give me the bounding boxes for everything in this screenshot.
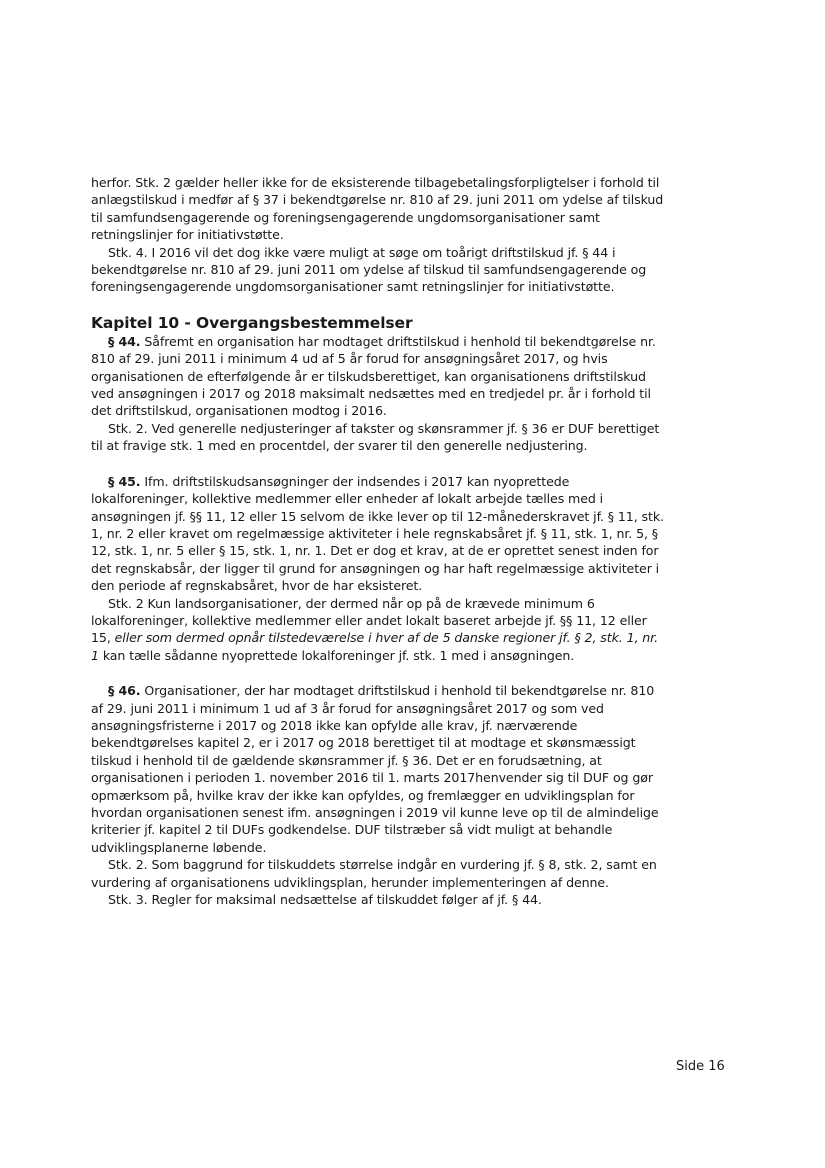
section-46-text: Organisationer, der har modtaget driftstilskud i henhold til bekendtgørelse nr. 810 af 29. juni 2011 i minimum 1 ud af 3 år forud for ansøgningsåret 2017 og som ved ansøgningsfristerne i 2017 og 2018 ikke kan opfylde alle krav, jf. nærværende bekendtgørelses kapitel 2, er i 2017 og 2018 berettiget til at modtage et skønsmæssigt tilskud i henhold til de gældende skønsrammer jf. § 36. Det er en forudsætning, at organisationen i perioden 1. november 2016 til 1. marts 2017henvender sig til DUF og gør opmærksom på, hvilke krav der ikke kan opfyldes, og fremlægger en udviklingsplan for hvordan organisationen senest ifm. ansøgningen i 2019 vil kunne leve op til de almindelige kriterier jf. kapitel 2 til DUFs godkendelse. DUF tilstræber så vidt muligt at behandle udviklingsplanerne løbende. <box>91 683 659 855</box>
document-body <box>91 174 669 908</box>
section-44-number: § 44. <box>108 333 141 349</box>
section-46-number: § 46. <box>108 683 141 699</box>
section-45-stk2-italic: eller som dermed opnår tilstedeværelse i hver af de 5 danske regioner jf. § 2, stk. 1, nr. 1 <box>91 630 658 663</box>
section-46-paragraph-3: Stk. 3. Regler for maksimal nedsættelse af tilskuddet følger af jf. § 44. <box>108 892 542 908</box>
intro-paragraph-1: herfor. Stk. 2 gælder heller ikke for de eksisterende tilbagebetalingsforpligtelser i forhold til anlægstilskud i medfør af § 37 i bekendtgørelse nr. 810 af 29. juni 2011 om ydelse af tilskud til samfundsengagerende og foreningsengagerende ungdomsorganisationer samt retningslinjer for initiativstøtte. <box>91 175 664 243</box>
page-number: Side 16 <box>676 1059 725 1074</box>
intro-paragraph-2: Stk. 4. I 2016 vil det dog ikke være muligt at søge om toårigt driftstilskud jf. § 44 i bekendtgørelse nr. 810 af 29. juni 2011 om ydelse af tilskud til samfundsengagerende og foreningsengagerende ungdomsorganisationer samt retningslinjer for initiativstøtte. <box>91 244 647 295</box>
section-45-stk2-text-b: kan tælle sådanne nyoprettede lokalforeninger jf. stk. 1 med i ansøgningen. <box>98 647 575 663</box>
section-45-stk2-text-a: Stk. 2 Kun landsorganisationer, der dermed når op på de krævede minimum 6 lokalforeninger, kollektive medlemmer eller andet lokalt baseret arbejde jf. §§ 11, 12 eller 15, <box>91 595 647 646</box>
chapter-heading: Kapitel 10 - Overgangsbestemmelser <box>91 313 413 332</box>
section-44-paragraph-2: Stk. 2. Ved generelle nedjusteringer af takster og skønsrammer jf. § 36 er DUF berettiget til at fravige stk. 1 med en procentdel, der svarer til den generelle nedjustering. <box>91 420 660 454</box>
section-44-paragraph-1 <box>91 333 669 420</box>
section-45-paragraph-1 <box>91 473 669 595</box>
section-46-paragraph-1 <box>91 682 669 856</box>
section-45-number: § 45. <box>108 473 141 489</box>
section-46-paragraph-2: Stk. 2. Som baggrund for tilskuddets størrelse indgår en vurdering jf. § 8, stk. 2, samt en vurdering af organisationens udviklingsplan, herunder implementeringen af denne. <box>91 857 657 890</box>
section-45-text: Ifm. driftstilskudsansøgninger der indsendes i 2017 kan nyoprettede lokalforeninger, kollektive medlemmer eller enheder af lokalt arbejde tælles med i ansøgningen jf. §§ 11, 12 eller 15 selvom de ikke lever op til 12-månederskravet jf. § 11, stk. 1, nr. 2 eller kravet om regelmæssige aktiviteter i hele regnskabsåret jf. § 11, stk. 1, nr. 5, § 12, stk. 1, nr. 5 eller § 15, stk. 1, nr. 1. Det er dog et krav, at de er oprettet senest inden for det regnskabsår, der ligger til grund for ansøgningen og har haft regelmæssige aktiviteter i den periode af regnskabsåret, hvor de har eksisteret. <box>91 473 664 594</box>
section-44-text: Såfremt en organisation har modtaget driftstilskud i henhold til bekendtgørelse nr. 810 af 29. juni 2011 i minimum 4 ud af 5 år forud for ansøgningsåret 2017, og hvis organisationen de efterfølgende år er tilskudsberettiget, kan organisationens driftstilskud ved ansøgningen i 2017 og 2018 maksimalt nedsættes med en tredjedel pr. år i forhold til det driftstilskud, organisationen modtog i 2016. <box>91 333 656 419</box>
section-45-paragraph-2 <box>91 595 669 665</box>
